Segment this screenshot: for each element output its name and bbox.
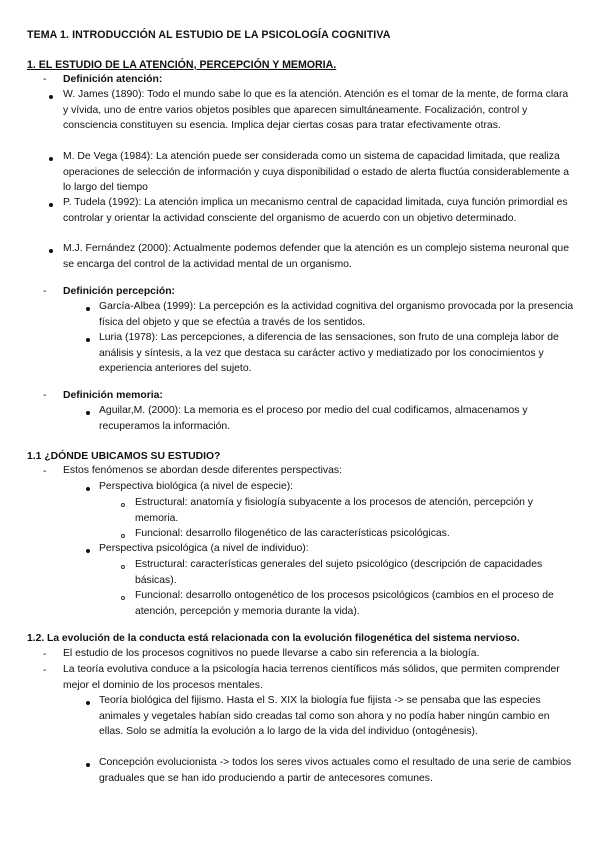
dash-marker: - [43, 286, 47, 297]
percepcion-item-1: García-Albea (1999): La percepción es la actividad cognitiva del organismo provocada por la presencia física del objeto y que se efectúa a través de los sentidos. [99, 301, 574, 328]
biologica-funcional: Funcional: desarrollo filogenético de las características psicológicas. [135, 528, 450, 539]
atencion-item-1: W. James (1890): Todo el mundo sabe lo que es la atención. Atención es el tomar de la mente, de forma clara y vívida, uno de entre varios objetos posibles que aparecen simultáneamente. Focalización, control y consciencia constituyen su esencia. Implica dejar ciertas cosas para tratar efectivamente otras. [63, 89, 569, 132]
dash-marker: - [43, 466, 47, 477]
circle-bullet-icon [121, 534, 125, 538]
percepcion-item-2: Luria (1978): Las percepciones, a diferencia de las sensaciones, son fruto de una compleja labor de análisis y síntesis, a la vez que destaca su carácter activo y mediatizado por los conocimientos y experiencia anteriores del sujeto. [99, 332, 559, 375]
atencion-label: Definición atención: [63, 74, 163, 85]
bullet-icon [86, 487, 90, 491]
section-1-2-heading: 1.2. La evolución de la conducta está relacionada con la evolución filogenética del sistema nervioso. [27, 633, 520, 644]
circle-bullet-icon [121, 596, 125, 600]
document-title: TEMA 1. INTRODUCCIÓN AL ESTUDIO DE LA PSICOLOGÍA COGNITIVA [27, 29, 391, 41]
circle-bullet-icon [121, 503, 125, 507]
bullet-icon [49, 95, 53, 99]
dash-marker: - [43, 665, 47, 676]
bullet-icon [86, 549, 90, 553]
percepcion-label: Definición percepción: [63, 286, 176, 297]
bullet-icon [86, 307, 90, 311]
atencion-item-4: M.J. Fernández (2000): Actualmente podemos defender que la atención es un complejo sistema neuronal que se encarga del control de la actividad mental de un organismo. [63, 243, 569, 270]
bullet-icon [49, 203, 53, 207]
psicologica-estructural: Estructural: características generales del sujeto psicológico (descripción de capacidades básicas). [135, 559, 543, 586]
bullet-icon [86, 338, 90, 342]
dash-marker: - [43, 74, 47, 85]
memoria-item-1: Aguilar,M. (2000): La memoria es el proceso por medio del cual codificamos, almacenamos y recuperamos la información. [99, 405, 528, 432]
perspectivas-intro: Estos fenómenos se abordan desde diferentes perspectivas: [63, 465, 342, 476]
fijismo-item: Teoría biológica del fijismo. Hasta el S. XIX la biología fue fijista -> se pensaba que las especies animales y vegetales habían sido creadas tal como son ahora y no podía haber ningún cambio en ellas. Solo se admitía la evolución a lo largo de la vida del individuo (ontogénesis). [99, 695, 550, 738]
section-1-heading: 1. EL ESTUDIO DE LA ATENCIÓN, PERCEPCIÓN Y MEMORIA. [27, 59, 337, 71]
perspectiva-biologica-label: Perspectiva biológica (a nivel de especie): [99, 481, 294, 492]
memoria-label: Definición memoria: [63, 390, 163, 401]
bullet-icon [86, 763, 90, 767]
bullet-icon [86, 411, 90, 415]
circle-bullet-icon [121, 565, 125, 569]
bullet-icon [49, 157, 53, 161]
dash-marker: - [43, 649, 47, 660]
atencion-item-2: M. De Vega (1984): La atención puede ser considerada como un sistema de capacidad limitada, que realiza operaciones de selección de información y cuya disponibilidad o estado de alerta fluctúa considerablemente a lo largo del tiempo [63, 151, 569, 194]
evolucion-item-1: El estudio de los procesos cognitivos no puede llevarse a cabo sin referencia a la biología. [63, 648, 480, 659]
biologica-estructural: Estructural: anatomía y fisiología subyacente a los procesos de atención, percepción y memoria. [135, 497, 533, 524]
psicologica-funcional: Funcional: desarrollo ontogenético de los procesos psicológicos (cambios en el proceso de atención, percepción y memoria durante la vida). [135, 590, 554, 617]
bullet-icon [49, 249, 53, 253]
evolucion-item-2: La teoría evolutiva conduce a la psicología hacia terrenos científicos más sólidos, que permiten comprender mejor el dominio de los procesos mentales. [63, 664, 560, 691]
perspectiva-psicologica-label: Perspectiva psicológica (a nivel de individuo): [99, 543, 309, 554]
atencion-item-3: P. Tudela (1992): La atención implica un mecanismo central de capacidad limitada, cuya función primordial es controlar y orientar la actividad consciente del organismo de acuerdo con un objetivo determinado. [63, 197, 568, 224]
dash-marker: - [43, 390, 47, 401]
section-1-1-heading: 1.1 ¿DÓNDE UBICAMOS SU ESTUDIO? [27, 451, 221, 462]
bullet-icon [86, 701, 90, 705]
evolucionista-item: Concepción evolucionista -> todos los seres vivos actuales como el resultado de una serie de cambios graduales que se han ido produciendo a partir de antecesores comunes. [99, 757, 572, 784]
